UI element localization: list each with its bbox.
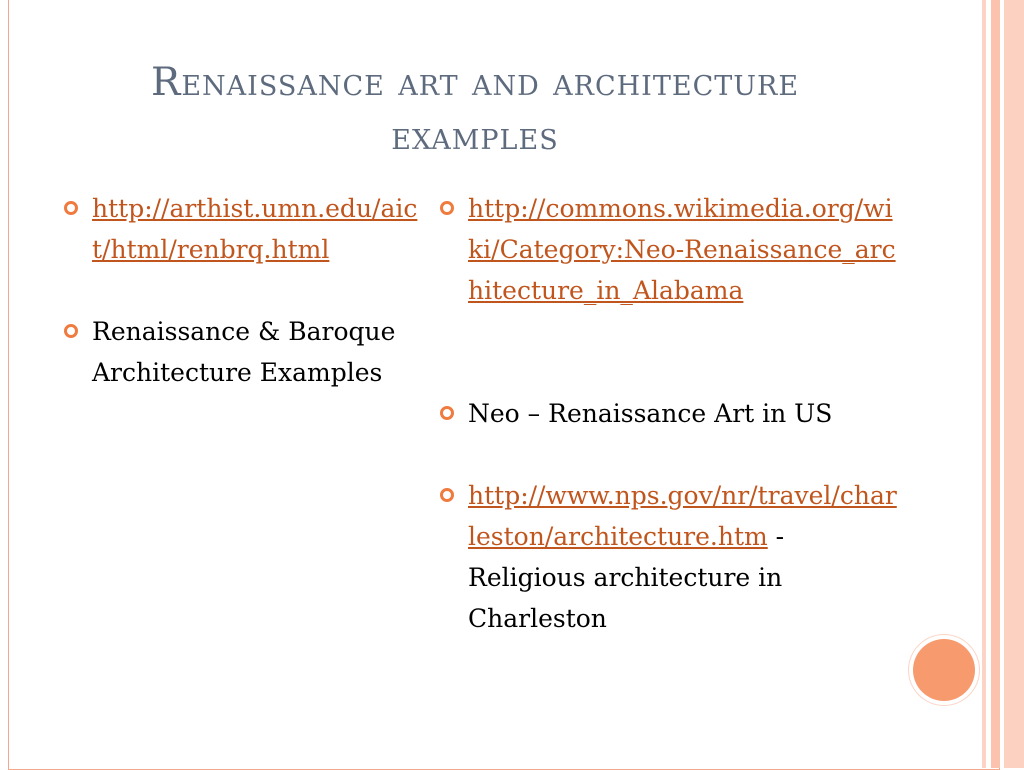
list-item [438,188,898,311]
list-item [62,311,422,393]
bullet-icon [440,406,454,420]
left-column [62,188,422,393]
bullet-icon [440,488,454,502]
decorative-circle [913,639,975,701]
slide-title-line-2: examples [391,114,559,159]
slide-title [60,56,890,164]
list-item [438,475,898,639]
right-column [438,188,898,639]
item-text: Renaissance & Baroque Architecture Examples [92,317,396,387]
bullet-icon [440,201,454,215]
item-text: - Religious architecture in Charleston [468,522,785,633]
bullet-icon [64,201,78,215]
arthist-link[interactable]: http://arthist.umn.edu/aict/html/renbrq.html [92,194,418,264]
list-item [62,188,422,270]
wikimedia-link[interactable]: http://commons.wikimedia.org/wiki/Category:Neo-Renaissance_architecture_in_Alabama [468,194,896,305]
bullet-icon [64,324,78,338]
slide-title-line-1: Renaissance art and architecture [150,60,800,105]
list-item [438,393,898,434]
nps-link[interactable]: http://www.nps.gov/nr/travel/charleston/architecture.htm [468,481,897,551]
decorative-stripes [982,0,1024,768]
item-text: Neo – Renaissance Art in US [468,399,833,428]
